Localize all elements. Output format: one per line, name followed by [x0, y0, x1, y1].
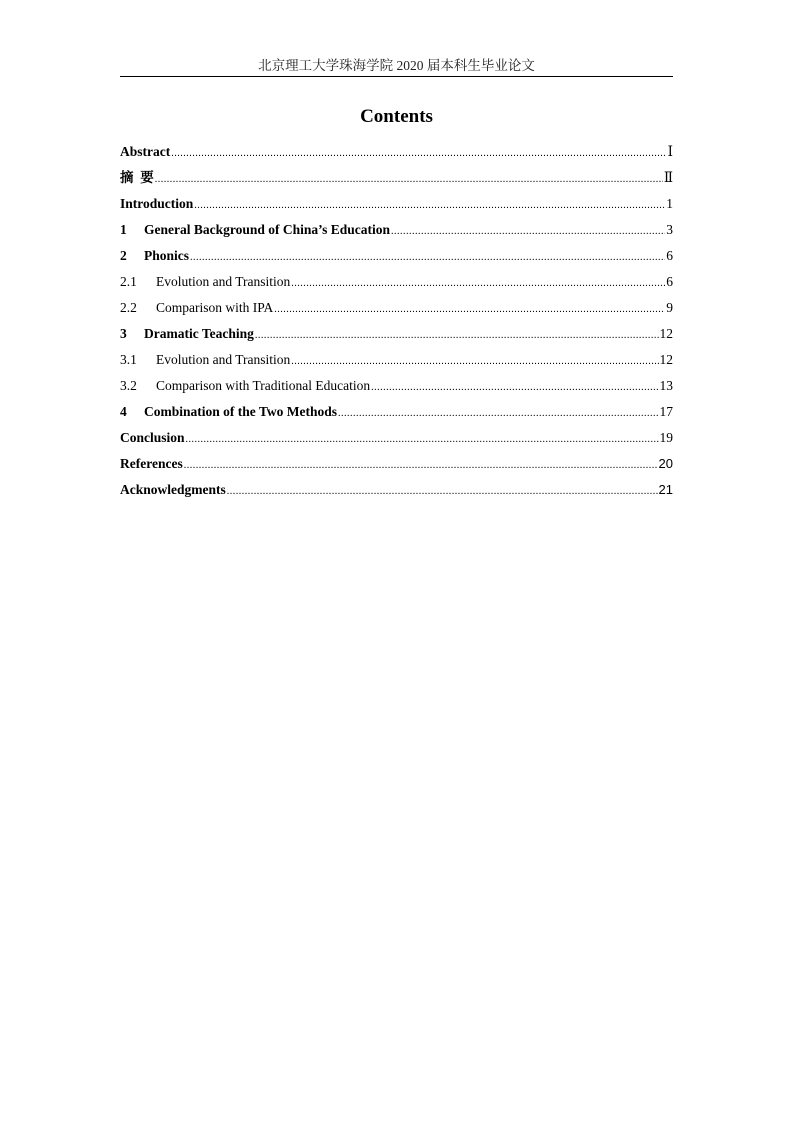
- toc-dot-leader: [190, 245, 665, 271]
- toc-entry-number: 2.2: [120, 300, 137, 315]
- toc-entry-number: 3: [120, 326, 127, 341]
- toc-entry-page: 12: [659, 352, 673, 367]
- toc-dot-leader: [194, 193, 665, 219]
- toc-dot-leader: [291, 349, 658, 375]
- table-of-contents: [120, 139, 673, 503]
- toc-entry-label: References: [120, 456, 183, 471]
- toc-entry-section-3-2[interactable]: [120, 373, 673, 399]
- toc-entry-abstract[interactable]: [120, 139, 673, 165]
- toc-entry-section-2-1[interactable]: [120, 269, 673, 295]
- toc-entry-page: 3: [666, 222, 673, 237]
- toc-dot-leader: [274, 297, 665, 323]
- toc-entry-chapter-4[interactable]: [120, 399, 673, 425]
- toc-dot-leader: [291, 271, 665, 297]
- toc-entry-chapter-3[interactable]: [120, 321, 673, 347]
- toc-entry-label: Abstract: [120, 144, 171, 159]
- toc-entry-number: 2: [120, 248, 127, 263]
- toc-dot-leader: [155, 167, 663, 193]
- toc-entry-introduction[interactable]: [120, 191, 673, 217]
- toc-entry-label: Evolution and Transition: [156, 274, 291, 289]
- toc-entry-label: General Background of China’s Education: [144, 222, 391, 237]
- toc-entry-chapter-2[interactable]: [120, 243, 673, 269]
- toc-entry-page: Ⅱ: [663, 170, 673, 185]
- toc-entry-page: 12: [659, 326, 673, 341]
- toc-entry-chapter-1[interactable]: [120, 217, 673, 243]
- toc-entry-page: 20: [658, 456, 673, 471]
- toc-entry-references[interactable]: [120, 451, 673, 477]
- toc-dot-leader: [371, 375, 658, 401]
- toc-entry-label: Phonics: [144, 248, 190, 263]
- header-rule: [120, 76, 673, 77]
- toc-dot-leader: [171, 141, 666, 167]
- toc-entry-number: 1: [120, 222, 127, 237]
- toc-entry-label: 摘 要: [120, 170, 154, 185]
- toc-entry-number: 3.2: [120, 378, 137, 393]
- toc-entry-page: 13: [659, 378, 673, 393]
- toc-entry-page: 6: [666, 248, 673, 263]
- toc-entry-label: Comparison with Traditional Education: [156, 378, 371, 393]
- toc-entry-section-3-1[interactable]: [120, 347, 673, 373]
- toc-entry-conclusion[interactable]: [120, 425, 673, 451]
- toc-entry-page: 6: [666, 274, 673, 289]
- toc-dot-leader: [184, 453, 658, 479]
- toc-entry-number: 3.1: [120, 352, 137, 367]
- toc-entry-label: Comparison with IPA: [156, 300, 274, 315]
- toc-entry-page: 19: [659, 430, 673, 445]
- contents-title: Contents: [360, 106, 433, 127]
- toc-entry-acknowledgments[interactable]: [120, 477, 673, 503]
- toc-entry-label: Acknowledgments: [120, 482, 226, 497]
- toc-dot-leader: [227, 479, 658, 505]
- toc-entry-page: 1: [666, 196, 673, 211]
- toc-entry-label: Combination of the Two Methods: [144, 404, 338, 419]
- toc-entry-label: Conclusion: [120, 430, 185, 445]
- toc-entry-label: Evolution and Transition: [156, 352, 291, 367]
- toc-entry-page: Ⅰ: [667, 144, 673, 159]
- toc-entry-page: 17: [659, 404, 673, 419]
- toc-dot-leader: [255, 323, 659, 349]
- toc-dot-leader: [338, 401, 658, 427]
- toc-entry-section-2-2[interactable]: [120, 295, 673, 321]
- toc-entry-label: Dramatic Teaching: [144, 326, 254, 341]
- toc-entry-page: 21: [658, 482, 673, 497]
- toc-dot-leader: [391, 219, 665, 245]
- toc-entry-number: 2.1: [120, 274, 137, 289]
- toc-entry-chinese-abstract[interactable]: [120, 165, 673, 191]
- running-header: 北京理工大学珠海学院 2020 届本科生毕业论文: [258, 58, 535, 73]
- toc-entry-page: 9: [666, 300, 673, 315]
- toc-entry-number: 4: [120, 404, 127, 419]
- toc-dot-leader: [186, 427, 659, 453]
- toc-entry-label: Introduction: [120, 196, 194, 211]
